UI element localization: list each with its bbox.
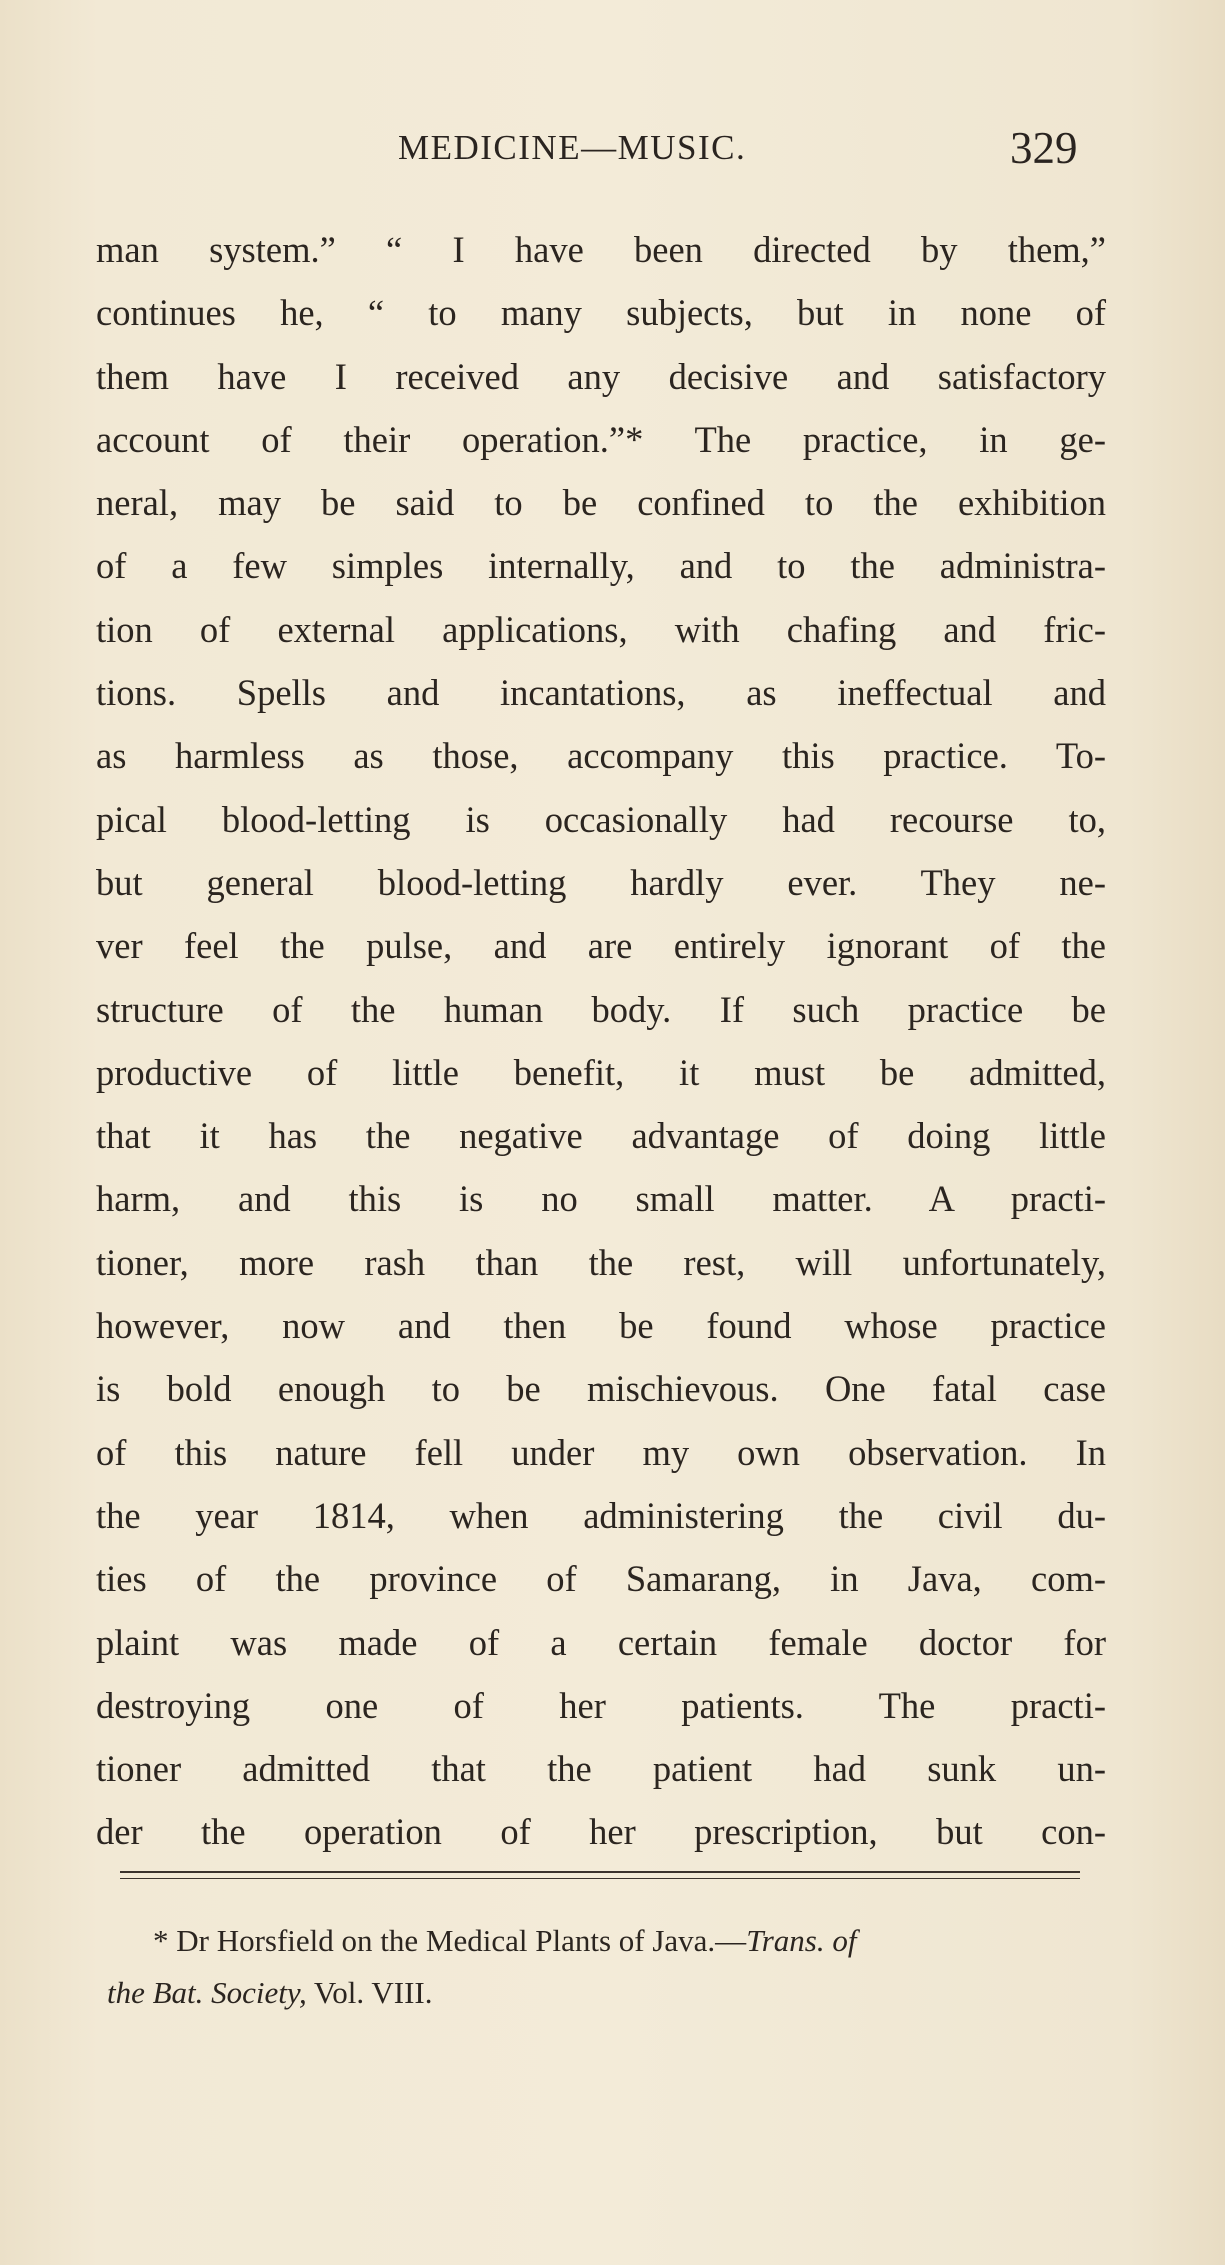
text-line: plaint was made of a certain female doctor for [96, 1621, 1106, 1663]
text-line: tioner, more rash than the rest, will unfortunately, [96, 1241, 1106, 1283]
text-line: however, now and then be found whose practice [96, 1305, 1106, 1347]
body-text [96, 218, 1106, 1864]
text-line: ties of the province of Samarang, in Java, com- [96, 1558, 1106, 1600]
text-line: that it has the negative advantage of doing little [96, 1115, 1106, 1157]
text-line: account of their operation.”* The practice, in ge- [96, 418, 1106, 460]
text-line: as harmless as those, accompany this practice. To- [96, 735, 1106, 777]
text-line: but general blood-letting hardly ever. They ne- [96, 861, 1106, 903]
text-line: pical blood-letting is occasionally had recourse to, [96, 798, 1106, 840]
footnote-journal-title: Trans. of [746, 1923, 857, 1958]
text-line: is bold enough to be mischievous. One fatal case [96, 1368, 1106, 1410]
text-line: of a few simples internally, and to the administra- [96, 545, 1106, 587]
footnote-society: the Bat. Society, [107, 1975, 307, 2010]
text-line: structure of the human body. If such practice be [96, 988, 1106, 1030]
text-line: neral, may be said to be confined to the exhibition [96, 482, 1106, 524]
footnote-line [107, 1915, 1117, 1967]
text-line: tions. Spells and incantations, as ineffectual and [96, 672, 1106, 714]
footnote-volume: Vol. VIII. [306, 1975, 433, 2010]
page-number: 329 [1010, 123, 1078, 173]
text-line: tion of external applications, with chafing and fric- [96, 608, 1106, 650]
text-line: tioner admitted that the patient had sunk un- [96, 1748, 1106, 1790]
footnote-rule-thin [120, 1878, 1080, 1879]
text-line: man system.” “ I have been directed by them,” [96, 229, 1106, 270]
text-line: der the operation of her prescription, but con- [96, 1811, 1106, 1853]
text-line: them have I received any decisive and satisfactory [96, 355, 1106, 397]
text-line: harm, and this is no small matter. A practi- [96, 1178, 1106, 1220]
page-header [0, 122, 1225, 182]
text-line: continues he, “ to many subjects, but in none of [96, 292, 1106, 334]
footnote-citation: * Dr Horsfield on the Medical Plants of Java.— [153, 1923, 747, 1958]
running-head: MEDICINE—MUSIC. [398, 128, 747, 167]
text-line: productive of little benefit, it must be admitted, [96, 1051, 1106, 1093]
footnote [107, 1915, 1117, 2019]
text-line: the year 1814, when administering the civil du- [96, 1494, 1106, 1536]
footnote-line [107, 1967, 1117, 2019]
footnote-rule [120, 1871, 1080, 1873]
text-line: of this nature fell under my own observation. In [96, 1431, 1106, 1473]
text-line: destroying one of her patients. The practi- [96, 1684, 1106, 1726]
text-line: ver feel the pulse, and are entirely ignorant of the [96, 925, 1106, 967]
